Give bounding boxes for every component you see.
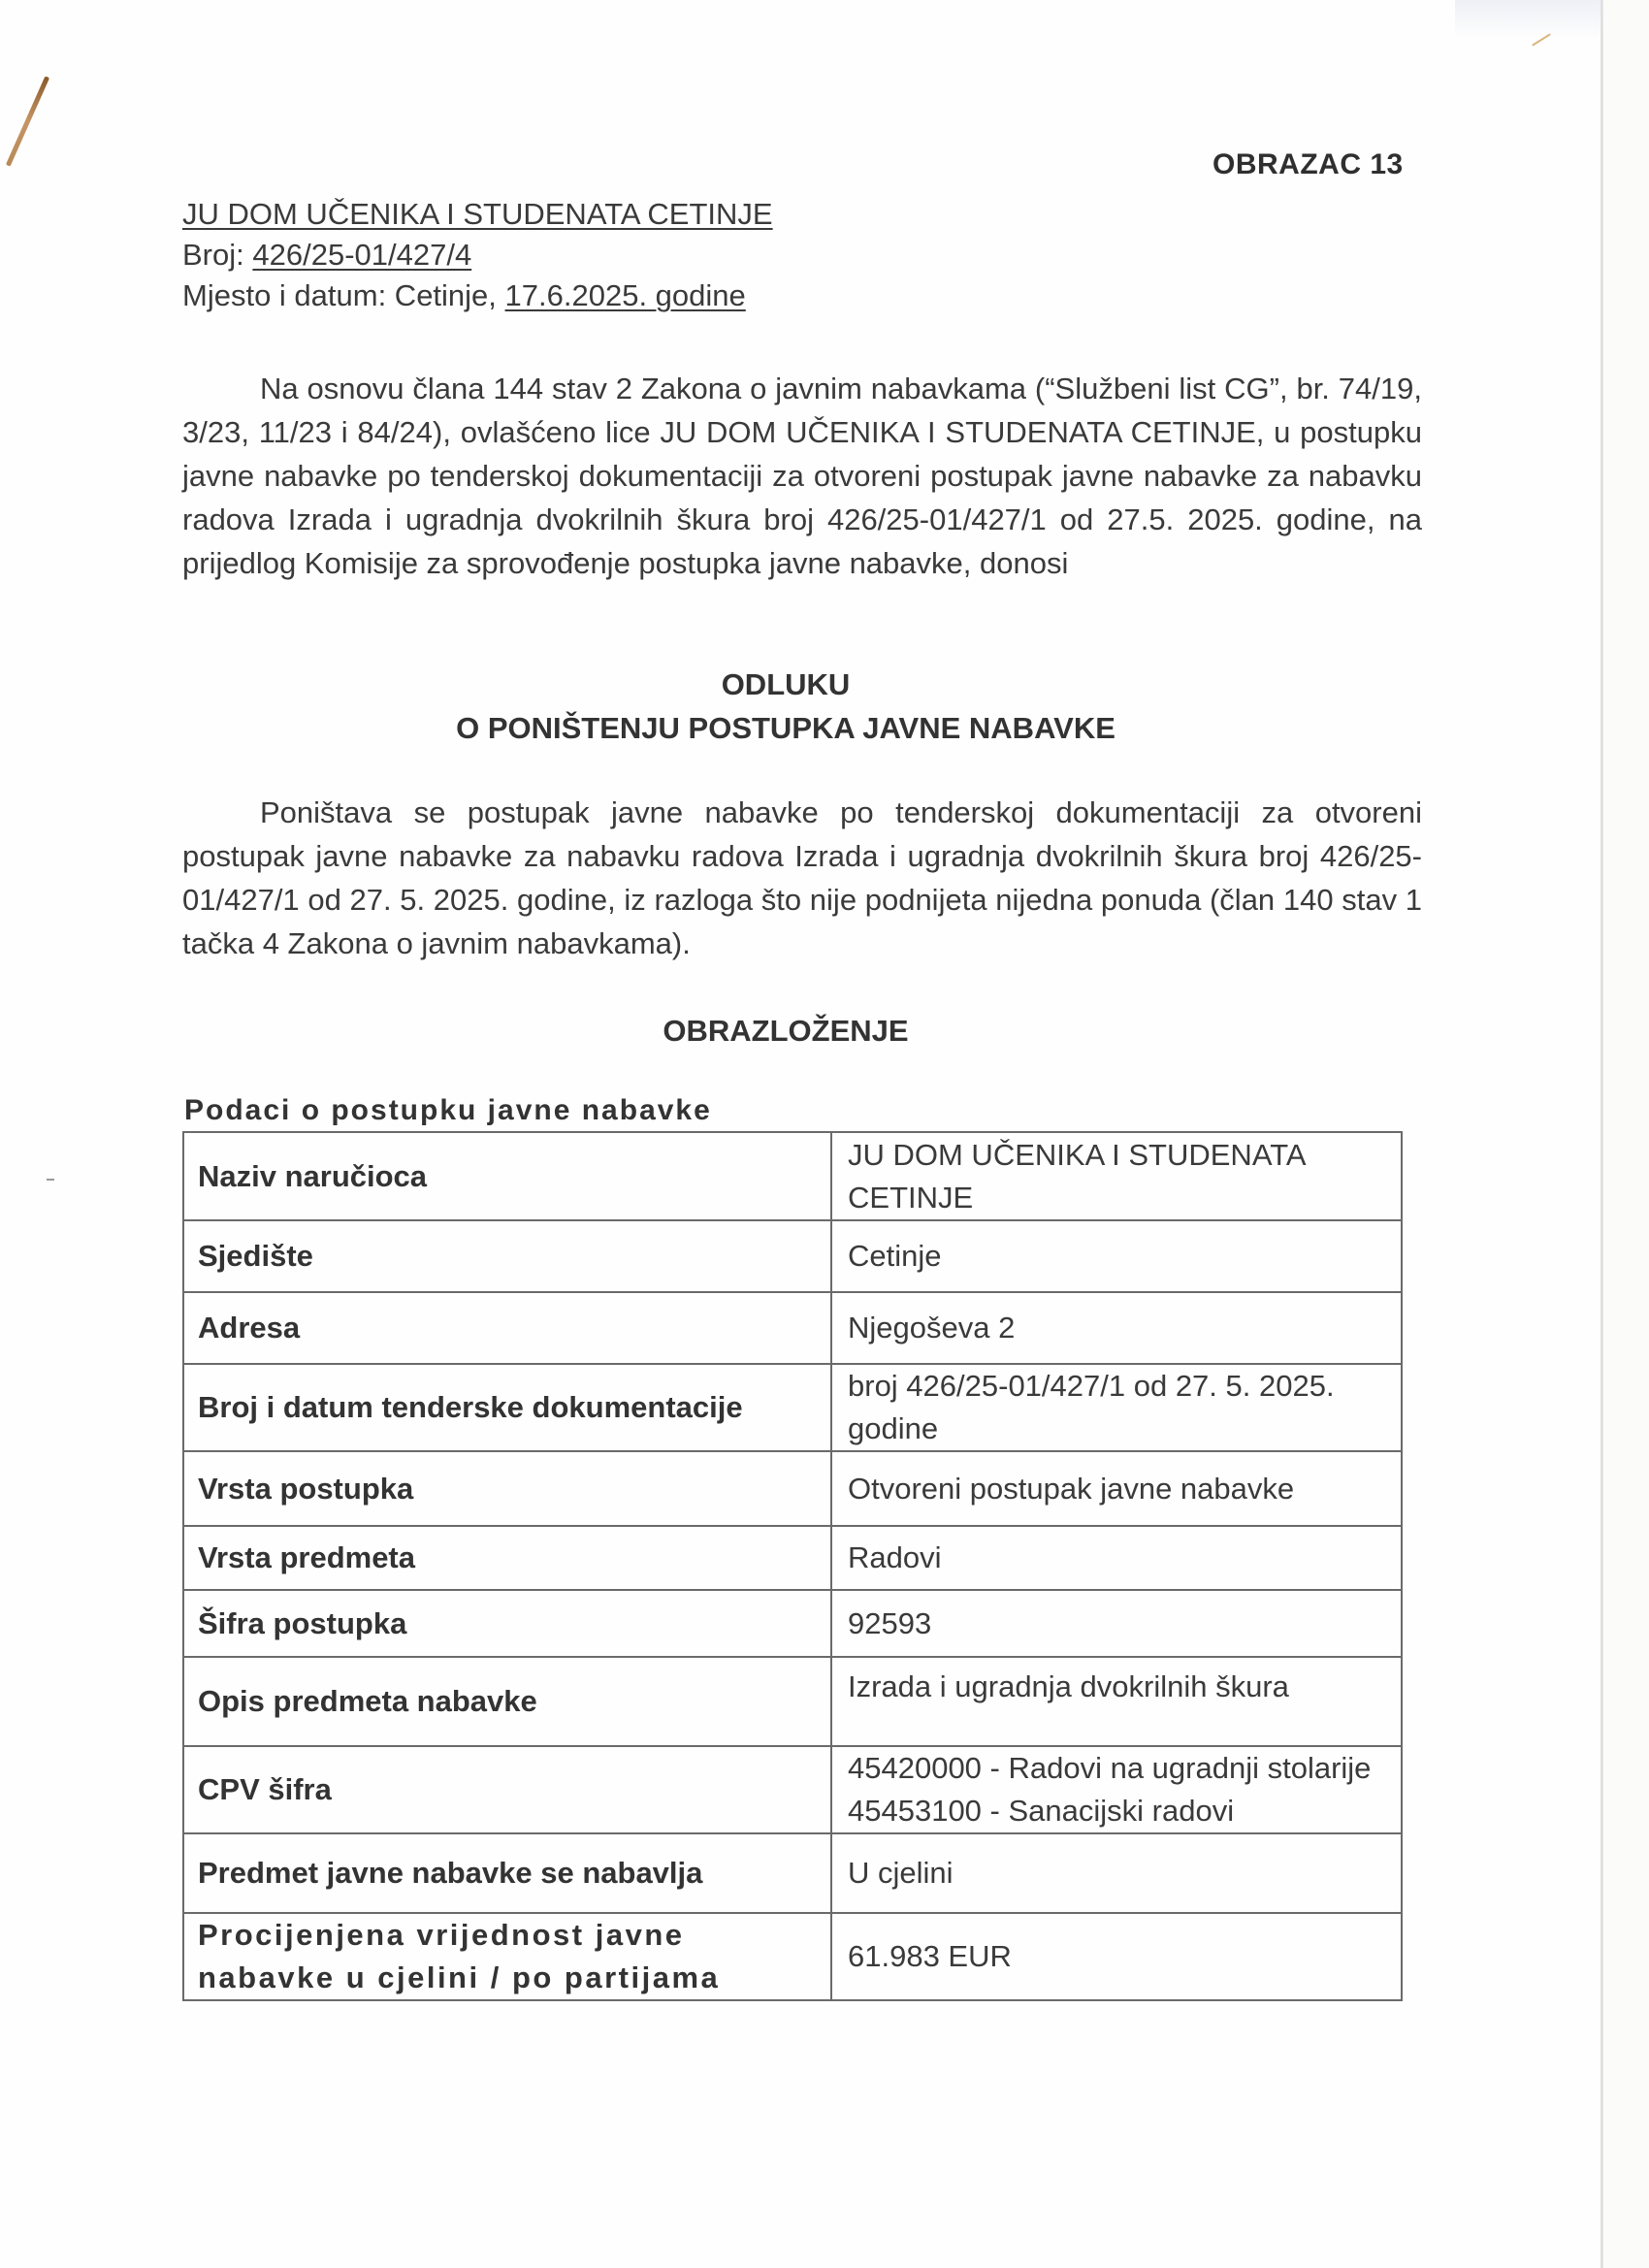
decision-paragraph-text: Poništava se postupak javne nabavke po tenderskoj dokumentaciji za otvoreni postupak javne nabavke za nabavku radova Izrada i ugradnja dvokrilnih škura broj 426/25-01/427/1 od 27. 5. 2025. godine, iz razloga što nije podnijeta nijedna ponuda (član 140 stav 1 tačka 4 Zakona o javnim nabavkama). <box>182 795 1422 960</box>
intro-paragraph <box>182 367 1422 585</box>
row-value: 92593 <box>831 1590 1402 1657</box>
institution-name: JU DOM UČENIKA I STUDENATA CETINJE <box>182 197 773 231</box>
place-date-label: Mjesto i datum: Cetinje, <box>182 278 497 312</box>
institution-name-line <box>182 194 773 235</box>
document-date: 17.6.2025. godine <box>504 278 746 312</box>
reference-number-line <box>182 235 773 275</box>
table-row <box>183 1526 1402 1590</box>
row-label: Predmet javne nabavke se nabavlja <box>183 1833 831 1913</box>
pen-stroke-mark <box>6 76 49 166</box>
row-label: Adresa <box>183 1292 831 1364</box>
row-label: CPV šifra <box>183 1746 831 1833</box>
row-value: U cjelini <box>831 1833 1402 1913</box>
table-row <box>183 1833 1402 1913</box>
table-caption: Podaci o postupku javne nabavke <box>184 1094 712 1126</box>
table-row <box>183 1590 1402 1657</box>
table-row <box>183 1451 1402 1526</box>
table-row <box>183 1132 1402 1220</box>
scan-tint <box>1455 0 1600 39</box>
decision-title: ODLUKU <box>721 667 851 701</box>
page-edge-strip <box>1603 0 1649 2268</box>
row-label: Sjedište <box>183 1220 831 1292</box>
row-label: Broj i datum tenderske dokumentacije <box>183 1364 831 1451</box>
row-label: Vrsta predmeta <box>183 1526 831 1590</box>
row-value: Radovi <box>831 1526 1402 1590</box>
table-row <box>183 1220 1402 1292</box>
row-value: 61.983 EUR <box>831 1913 1402 2000</box>
intro-paragraph-text: Na osnovu člana 144 stav 2 Zakona o javnim nabavkama (“Službeni list CG”, br. 74/19, 3/23, 11/23 i 84/24), ovlašćeno lice JU DOM UČENIKA I STUDENATA CETINJE, u postupku javne nabavke po tenderskoj dokumentaciji za otvoreni postupak javne nabavke za nabavku radova Izrada i ugradnja dvokrilnih škura broj 426/25-01/427/1 od 27.5. 2025. godine, na prijedlog Komisije za sprovođenje postupka javne nabavke, donosi <box>182 372 1422 580</box>
table-row <box>183 1657 1402 1746</box>
row-label: Vrsta postupka <box>183 1451 831 1526</box>
row-value: Otvoreni postupak javne nabavke <box>831 1451 1402 1526</box>
margin-mark <box>47 1179 54 1181</box>
row-value: Njegoševa 2 <box>831 1292 1402 1364</box>
reference-number-label: Broj: <box>182 238 244 272</box>
row-label: Naziv naručioca <box>183 1132 831 1220</box>
table-row <box>183 1913 1402 2000</box>
reasoning-title: OBRAZLOŽENJE <box>663 1014 909 1048</box>
row-label: Šifra postupka <box>183 1590 831 1657</box>
row-value: broj 426/25-01/427/1 od 27. 5. 2025. godine <box>831 1364 1402 1451</box>
table-row <box>183 1364 1402 1451</box>
row-value: 45420000 - Radovi na ugradnji stolarije 45453100 - Sanacijski radovi <box>831 1746 1402 1833</box>
row-value: JU DOM UČENIKA I STUDENATA CETINJE <box>831 1132 1402 1220</box>
form-number-label: OBRAZAC 13 <box>1212 148 1404 180</box>
reference-number: 426/25-01/427/4 <box>252 238 472 272</box>
row-value: Izrada i ugradnja dvokrilnih škura <box>831 1657 1402 1746</box>
decision-paragraph <box>182 791 1422 965</box>
table-row <box>183 1746 1402 1833</box>
place-date-line <box>182 275 773 316</box>
table-row <box>183 1292 1402 1364</box>
row-label: Procijenjena vrijednost javne nabavke u cjelini / po partijama <box>183 1913 831 2000</box>
procurement-data-table <box>182 1131 1403 2001</box>
row-label: Opis predmeta nabavke <box>183 1657 831 1746</box>
document-header <box>182 194 773 316</box>
row-value: Cetinje <box>831 1220 1402 1292</box>
decision-subtitle: O PONIŠTENJU POSTUPKA JAVNE NABAVKE <box>456 711 1116 745</box>
